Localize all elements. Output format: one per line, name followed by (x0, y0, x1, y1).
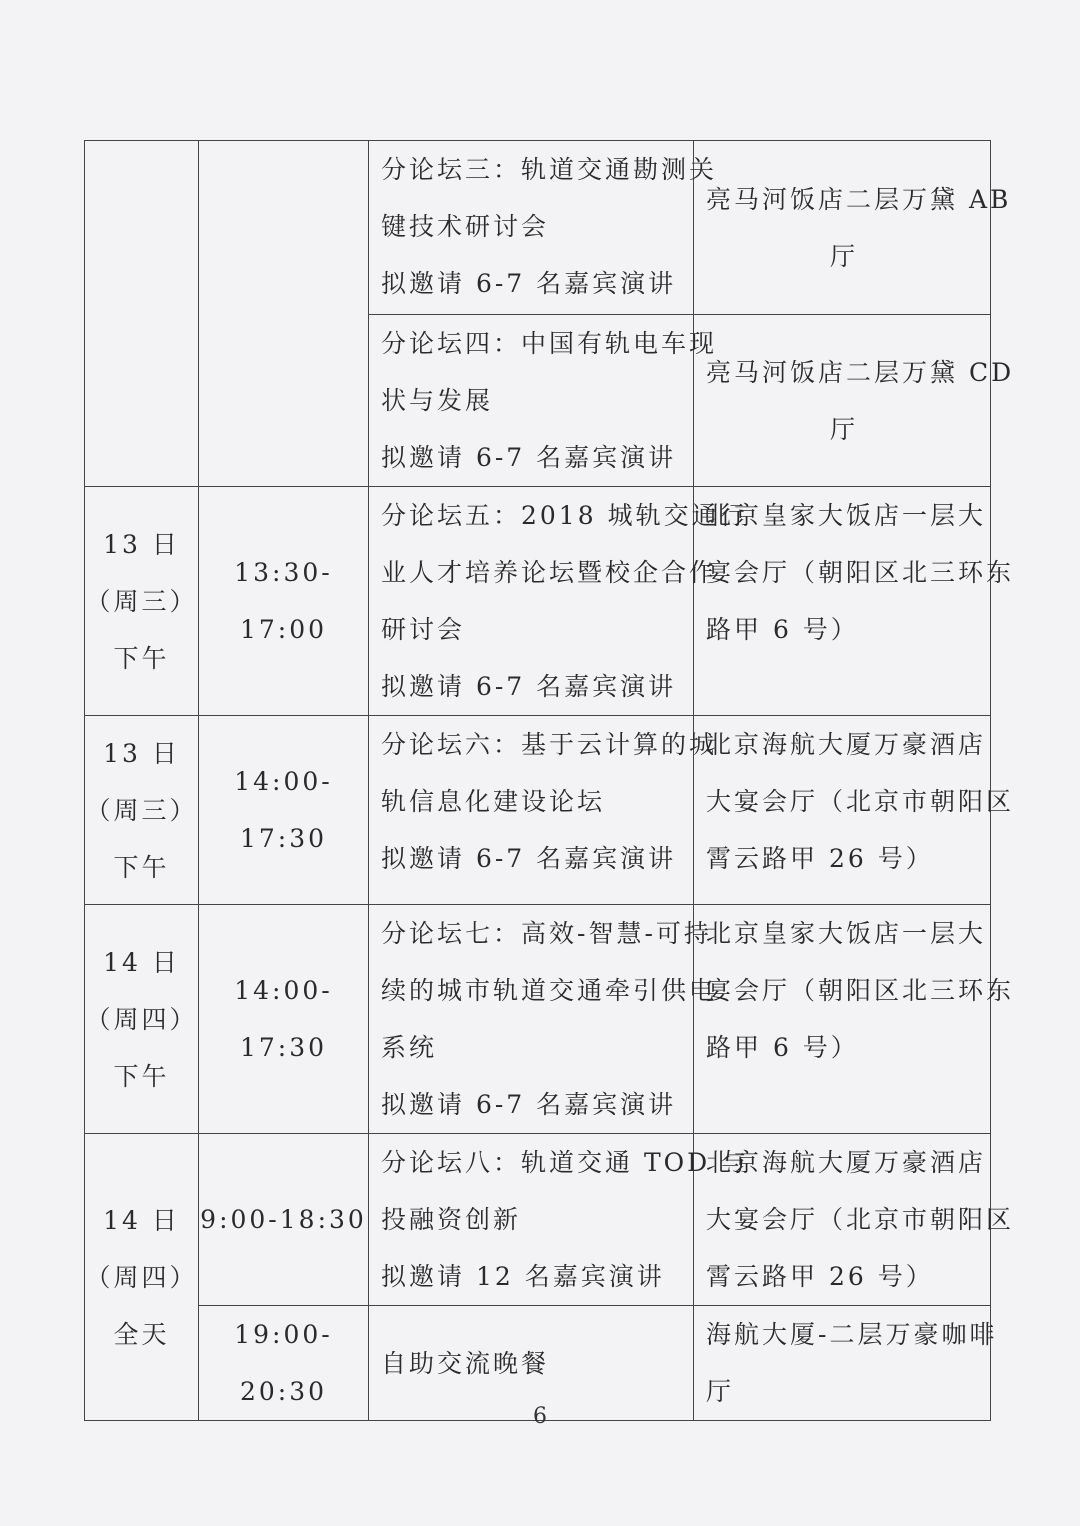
venue-line: 路甲 6 号） (706, 615, 859, 644)
date-weekday: （周三） (85, 795, 198, 825)
table-row (85, 716, 991, 905)
topic-line: 分论坛四：中国有轨电车现 (381, 329, 718, 358)
time-cell: 14:00-17:30 (199, 905, 369, 1134)
venue-cell (694, 315, 1015, 487)
venue-line: 厅 (829, 414, 858, 444)
topic-line: 分论坛六：基于云计算的城 (381, 730, 718, 759)
venue-line: 大宴会厅（北京市朝阳区 (706, 787, 1015, 816)
venue-cell (694, 716, 1015, 905)
venue-line: 北京海航大厦万豪酒店 (706, 1148, 987, 1177)
table-row (85, 141, 991, 315)
venue-cell (694, 487, 1015, 716)
topic-line: 自助交流晚餐 (381, 1348, 550, 1378)
venue-line: 亮马河饭店二层万黛 CD (706, 357, 1015, 387)
venue-line: 霄云路甲 26 号） (706, 1262, 934, 1291)
topic-cell (369, 141, 718, 315)
topic-line: 状与发展 (381, 386, 494, 415)
date-cell (85, 1134, 199, 1421)
venue-cell (694, 1134, 1015, 1306)
time-cell: 14:00-17:30 (199, 716, 369, 905)
topic-line: 拟邀请 6-7 名嘉宾演讲 (381, 443, 677, 472)
date-period: 下午 (113, 1061, 170, 1091)
topic-cell (369, 905, 718, 1134)
venue-cell (694, 141, 1012, 315)
topic-cell (369, 315, 718, 487)
venue-line: 北京海航大厦万豪酒店 (706, 730, 987, 759)
time-cell-empty (199, 141, 369, 487)
venue-line: 厅 (706, 1377, 735, 1406)
topic-cell (369, 716, 718, 905)
time-cell: 9:00-18:30 (199, 1134, 369, 1306)
date-day: 13 日 (103, 529, 180, 559)
topic-line: 拟邀请 6-7 名嘉宾演讲 (381, 672, 677, 701)
table-row (85, 487, 991, 716)
topic-line: 拟邀请 12 名嘉宾演讲 (381, 1262, 665, 1291)
date-day: 14 日 (103, 947, 180, 977)
topic-line: 拟邀请 6-7 名嘉宾演讲 (381, 1090, 677, 1119)
venue-line: 大宴会厅（北京市朝阳区 (706, 1205, 1015, 1234)
topic-line: 拟邀请 6-7 名嘉宾演讲 (381, 269, 677, 298)
venue-line: 北京皇家大饭店一层大 (706, 919, 987, 948)
date-weekday: （周三） (85, 586, 198, 616)
date-weekday: （周四） (85, 1262, 198, 1292)
venue-line: 厅 (829, 241, 858, 271)
page-number: 6 (533, 1404, 547, 1429)
topic-line: 分论坛五：2018 城轨交通行 (381, 501, 748, 530)
venue-line: 宴会厅（朝阳区北三环东 (706, 558, 1015, 587)
venue-line: 霄云路甲 26 号） (706, 844, 934, 873)
date-cell (85, 487, 199, 716)
time-cell: 19:00-20:30 (199, 1306, 369, 1421)
date-day: 14 日 (103, 1205, 180, 1235)
venue-line: 路甲 6 号） (706, 1033, 859, 1062)
topic-cell (369, 487, 748, 716)
date-cell (85, 716, 199, 905)
date-period: 下午 (113, 852, 170, 882)
topic-line: 研讨会 (381, 615, 466, 644)
table-row (85, 1134, 991, 1306)
date-weekday: （周四） (85, 1004, 198, 1034)
venue-cell (694, 905, 1015, 1134)
table-row (85, 905, 991, 1134)
topic-line: 续的城市轨道交通牵引供电 (381, 976, 718, 1005)
topic-line: 分论坛八：轨道交通 TOD 与 (381, 1148, 750, 1177)
venue-line: 宴会厅（朝阳区北三环东 (706, 976, 1015, 1005)
venue-line: 海航大厦-二层万豪咖啡 (706, 1320, 998, 1349)
time-cell: 13:30-17:00 (199, 487, 369, 716)
topic-line: 键技术研讨会 (381, 212, 550, 241)
date-cell-empty (85, 141, 199, 487)
date-period: 全天 (113, 1319, 170, 1349)
topic-line: 轨信息化建设论坛 (381, 787, 606, 816)
venue-line: 北京皇家大饭店一层大 (706, 501, 987, 530)
topic-line: 投融资创新 (381, 1205, 522, 1234)
topic-line: 业人才培养论坛暨校企合作 (381, 558, 718, 587)
topic-cell (369, 1134, 750, 1306)
date-cell (85, 905, 199, 1134)
topic-line: 分论坛三：轨道交通勘测关 (381, 155, 718, 184)
topic-line: 分论坛七：高效-智慧-可持 (381, 919, 712, 948)
date-period: 下午 (113, 643, 170, 673)
topic-line: 拟邀请 6-7 名嘉宾演讲 (381, 844, 677, 873)
venue-line: 亮马河饭店二层万黛 AB (706, 184, 1012, 214)
topic-line: 系统 (381, 1033, 438, 1062)
schedule-table (84, 140, 1015, 1421)
date-day: 13 日 (103, 738, 180, 768)
